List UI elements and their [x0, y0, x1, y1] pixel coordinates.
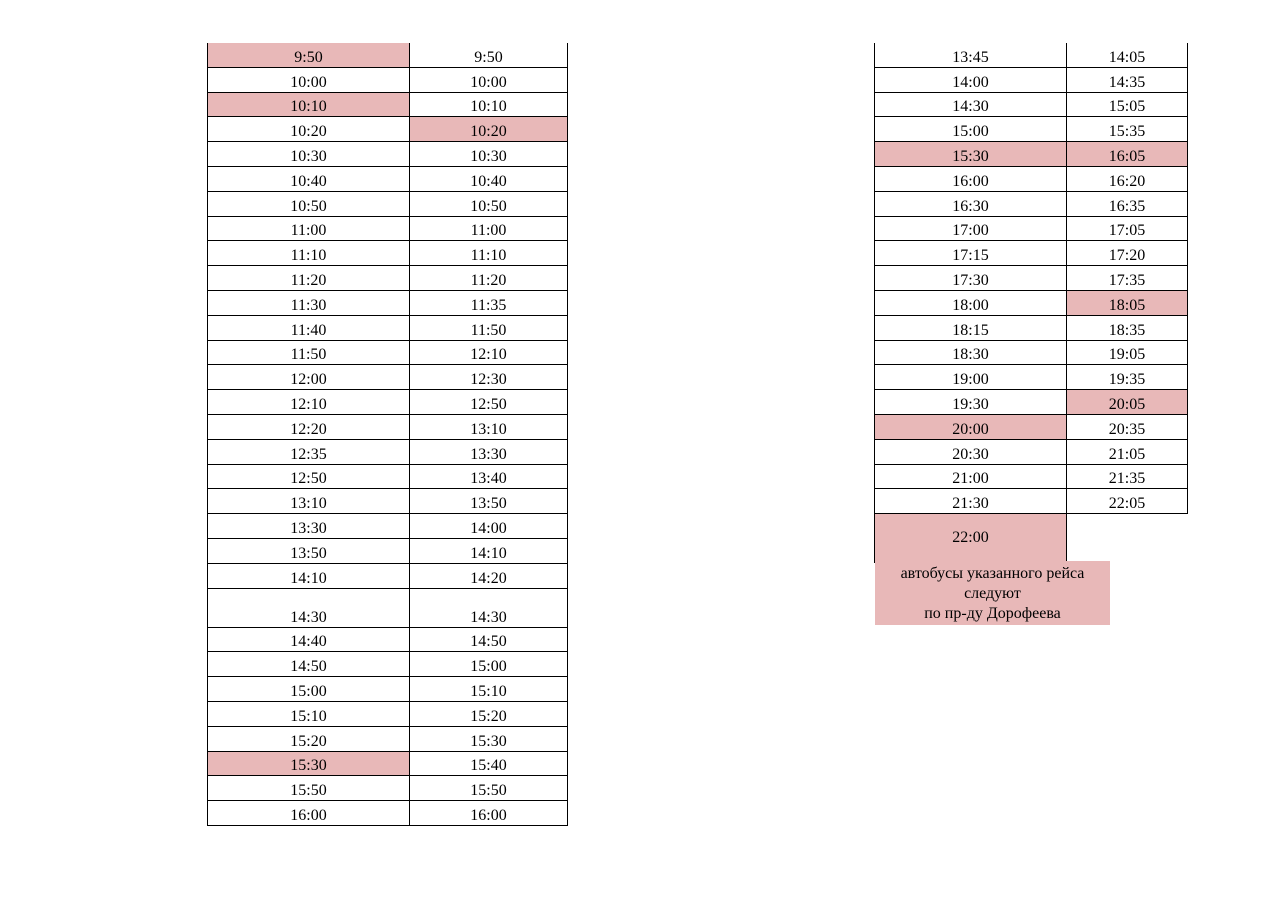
table-row	[875, 191, 1188, 216]
time-cell-col2: 11:00	[410, 216, 568, 241]
time-cell-col1: 11:10	[208, 241, 410, 266]
table-row	[875, 92, 1188, 117]
time-cell-col2: 14:30	[410, 588, 568, 627]
time-cell-col1: 15:20	[208, 726, 410, 751]
right-schedule-table	[874, 43, 1188, 563]
time-cell-col2: 14:20	[410, 563, 568, 588]
time-cell-col2: 15:50	[410, 776, 568, 801]
table-row	[875, 241, 1188, 266]
time-cell-col2: 13:30	[410, 439, 568, 464]
table-row	[875, 439, 1188, 464]
time-cell-col2: 13:40	[410, 464, 568, 489]
time-cell-col2: 10:00	[410, 67, 568, 92]
time-cell-col1: 15:10	[208, 701, 410, 726]
time-cell-col1: 14:30	[208, 588, 410, 627]
time-cell-col2: 16:05	[1067, 142, 1188, 167]
time-cell-col1: 14:40	[208, 627, 410, 652]
table-row	[208, 92, 568, 117]
time-cell-col1: 18:30	[875, 340, 1067, 365]
table-row	[875, 365, 1188, 390]
time-cell-col1: 19:00	[875, 365, 1067, 390]
time-cell-col1: 10:20	[208, 117, 410, 142]
time-cell-col1: 10:30	[208, 142, 410, 167]
table-row	[875, 166, 1188, 191]
time-cell-col1: 22:00	[875, 514, 1067, 563]
table-row	[208, 266, 568, 291]
time-cell-col1: 13:30	[208, 514, 410, 539]
time-cell-col2: 16:00	[410, 801, 568, 826]
time-cell-col2: 17:05	[1067, 216, 1188, 241]
table-row	[875, 290, 1188, 315]
time-cell-col2: 12:30	[410, 365, 568, 390]
time-cell-col1: 18:15	[875, 315, 1067, 340]
time-cell-col1: 11:30	[208, 290, 410, 315]
time-cell-col2: 9:50	[410, 43, 568, 67]
time-cell-col2: 17:35	[1067, 266, 1188, 291]
time-cell-col2: 14:10	[410, 538, 568, 563]
time-cell-col1: 15:00	[208, 677, 410, 702]
table-row	[208, 117, 568, 142]
legend-line: следуют	[964, 585, 1021, 602]
time-cell-col2: 10:10	[410, 92, 568, 117]
time-cell-col2: 11:50	[410, 315, 568, 340]
table-row	[875, 514, 1188, 563]
table-row	[208, 726, 568, 751]
time-cell-col2: 16:20	[1067, 166, 1188, 191]
empty-cell	[1067, 514, 1188, 563]
time-cell-col2: 11:35	[410, 290, 568, 315]
table-row	[875, 340, 1188, 365]
time-cell-col1: 13:45	[875, 43, 1067, 67]
table-row	[208, 67, 568, 92]
time-cell-col2: 15:40	[410, 751, 568, 776]
time-cell-col1: 13:10	[208, 489, 410, 514]
time-cell-col2: 19:05	[1067, 340, 1188, 365]
table-row	[875, 67, 1188, 92]
time-cell-col1: 11:00	[208, 216, 410, 241]
table-row	[208, 701, 568, 726]
table-row	[208, 514, 568, 539]
time-cell-col1: 9:50	[208, 43, 410, 67]
time-cell-col1: 11:50	[208, 340, 410, 365]
table-row	[208, 315, 568, 340]
table-row	[208, 627, 568, 652]
table-row	[875, 266, 1188, 291]
table-row	[208, 390, 568, 415]
time-cell-col2: 14:35	[1067, 67, 1188, 92]
time-cell-col2: 15:00	[410, 652, 568, 677]
time-cell-col2: 10:50	[410, 191, 568, 216]
table-row	[208, 489, 568, 514]
table-row	[875, 315, 1188, 340]
table-row	[208, 677, 568, 702]
time-cell-col2: 16:35	[1067, 191, 1188, 216]
time-cell-col1: 11:20	[208, 266, 410, 291]
time-cell-col1: 13:50	[208, 538, 410, 563]
table-row	[875, 43, 1188, 67]
time-cell-col2: 11:20	[410, 266, 568, 291]
time-cell-col1: 10:10	[208, 92, 410, 117]
time-cell-col1: 10:40	[208, 166, 410, 191]
time-cell-col2: 12:10	[410, 340, 568, 365]
time-cell-col1: 14:10	[208, 563, 410, 588]
time-cell-col1: 12:00	[208, 365, 410, 390]
time-cell-col2: 19:35	[1067, 365, 1188, 390]
table-row	[208, 801, 568, 826]
time-cell-col1: 14:00	[875, 67, 1067, 92]
time-cell-col1: 17:00	[875, 216, 1067, 241]
table-row	[208, 241, 568, 266]
time-cell-col2: 10:30	[410, 142, 568, 167]
time-cell-col1: 18:00	[875, 290, 1067, 315]
time-cell-col1: 16:00	[208, 801, 410, 826]
time-cell-col1: 12:10	[208, 390, 410, 415]
time-cell-col1: 10:00	[208, 67, 410, 92]
left-schedule-table	[207, 43, 568, 826]
time-cell-col1: 20:00	[875, 414, 1067, 439]
time-cell-col1: 19:30	[875, 390, 1067, 415]
time-cell-col2: 20:35	[1067, 414, 1188, 439]
table-row	[208, 290, 568, 315]
table-row	[208, 563, 568, 588]
time-cell-col2: 11:10	[410, 241, 568, 266]
table-row	[208, 216, 568, 241]
time-cell-col2: 20:05	[1067, 390, 1188, 415]
table-row	[208, 464, 568, 489]
time-cell-col2: 14:00	[410, 514, 568, 539]
table-row	[208, 776, 568, 801]
time-cell-col2: 14:05	[1067, 43, 1188, 67]
table-row	[875, 142, 1188, 167]
time-cell-col1: 14:50	[208, 652, 410, 677]
time-cell-col1: 21:00	[875, 464, 1067, 489]
legend-line: по пр-ду Дорофеева	[924, 605, 1061, 622]
time-cell-col2: 15:20	[410, 701, 568, 726]
time-cell-col2: 21:35	[1067, 464, 1188, 489]
time-cell-col2: 22:05	[1067, 489, 1188, 514]
time-cell-col1: 12:20	[208, 414, 410, 439]
table-row	[875, 216, 1188, 241]
time-cell-col1: 10:50	[208, 191, 410, 216]
time-cell-col1: 16:00	[875, 166, 1067, 191]
table-row	[208, 414, 568, 439]
time-cell-col1: 12:50	[208, 464, 410, 489]
time-cell-col2: 13:10	[410, 414, 568, 439]
time-cell-col1: 15:50	[208, 776, 410, 801]
time-cell-col2: 15:05	[1067, 92, 1188, 117]
table-row	[208, 43, 568, 67]
table-row	[208, 588, 568, 627]
legend-line: автобусы указанного рейса	[900, 565, 1085, 582]
time-cell-col2: 17:20	[1067, 241, 1188, 266]
table-row	[208, 652, 568, 677]
time-cell-col1: 20:30	[875, 439, 1067, 464]
table-row	[208, 191, 568, 216]
time-cell-col1: 15:30	[875, 142, 1067, 167]
table-row	[208, 751, 568, 776]
table-row	[208, 365, 568, 390]
time-cell-col2: 12:50	[410, 390, 568, 415]
time-cell-col2: 15:35	[1067, 117, 1188, 142]
time-cell-col2: 18:35	[1067, 315, 1188, 340]
time-cell-col2: 13:50	[410, 489, 568, 514]
table-row	[875, 489, 1188, 514]
time-cell-col1: 12:35	[208, 439, 410, 464]
time-cell-col1: 17:15	[875, 241, 1067, 266]
time-cell-col2: 15:10	[410, 677, 568, 702]
time-cell-col2: 10:20	[410, 117, 568, 142]
table-row	[875, 464, 1188, 489]
time-cell-col1: 15:00	[875, 117, 1067, 142]
table-row	[875, 117, 1188, 142]
table-row	[208, 439, 568, 464]
time-cell-col2: 15:30	[410, 726, 568, 751]
time-cell-col1: 21:30	[875, 489, 1067, 514]
time-cell-col2: 21:05	[1067, 439, 1188, 464]
table-row	[208, 340, 568, 365]
time-cell-col2: 10:40	[410, 166, 568, 191]
time-cell-col2: 18:05	[1067, 290, 1188, 315]
time-cell-col1: 11:40	[208, 315, 410, 340]
table-row	[208, 166, 568, 191]
route-legend-note	[875, 561, 1110, 625]
time-cell-col1: 14:30	[875, 92, 1067, 117]
time-cell-col1: 16:30	[875, 191, 1067, 216]
time-cell-col1: 17:30	[875, 266, 1067, 291]
time-cell-col1: 15:30	[208, 751, 410, 776]
table-row	[875, 390, 1188, 415]
table-row	[208, 538, 568, 563]
time-cell-col2: 14:50	[410, 627, 568, 652]
table-row	[875, 414, 1188, 439]
table-row	[208, 142, 568, 167]
